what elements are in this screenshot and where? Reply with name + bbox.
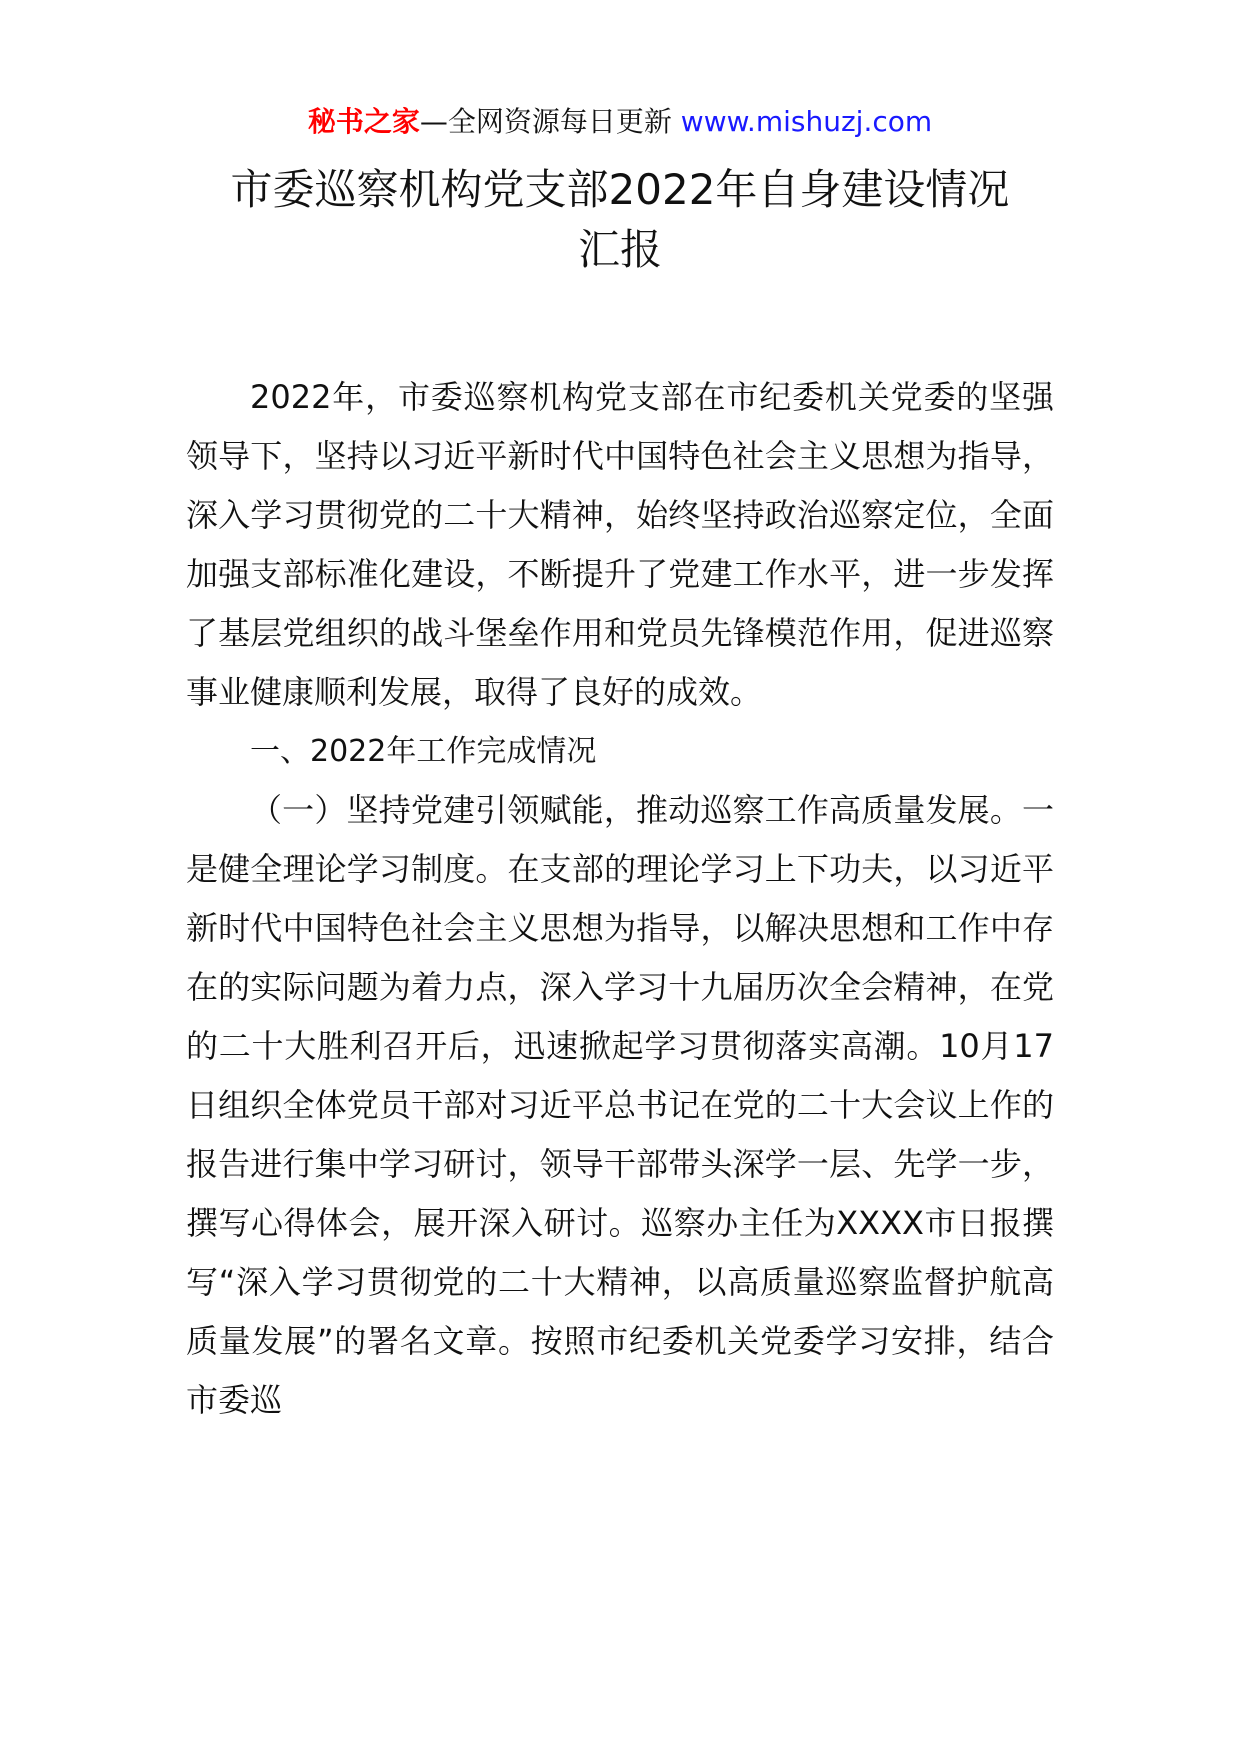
section-paragraph: （一）坚持党建引领赋能，推动巡察工作高质量发展。一是健全理论学习制度。在支部的理论学习上下功夫，以习近平新时代中国特色社会主义思想为指导，以解决思想和工作中存在的实际问题为着力点，深入学习十九届历次全会精神，在党的二十大胜利召开后，迅速掀起学习贯彻落实高潮。10月17日组织全体党员干部对习近平总书记在党的二十大会议上作的报告进行集中学习研讨，领导干部带头深学一层、先学一步，撰写心得体会，展开深入研讨。巡察办主任为XXXX市日报撰写“深入学习贯彻党的二十大精神，以高质量巡察监督护航高质量发展”的署名文章。按照市纪委机关党委学习安排，结合市委巡: [186, 791, 1054, 1419]
intro-paragraph: 2022年，市委巡察机构党支部在市纪委机关党委的坚强领导下，坚持以习近平新时代中国特色社会主义思想为指导，深入学习贯彻党的二十大精神，始终坚持政治巡察定位，全面加强支部标准化建设，不断提升了党建工作水平，进一步发挥了基层党组织的战斗堡垒作用和党员先锋模范作用，促进巡察事业健康顺利发展，取得了良好的成效。: [186, 378, 1054, 711]
section-heading: 一、2022年工作完成情况: [250, 734, 597, 769]
brand-name: 秘书之家: [307, 105, 420, 138]
document-body: [186, 368, 1054, 1430]
site-url-link[interactable]: www.mishuzj.com: [680, 105, 933, 138]
site-header: [0, 102, 1240, 142]
title-line-2: 汇报: [577, 225, 662, 274]
title-line-1: 市委巡察机构党支部2022年自身建设情况: [230, 165, 1010, 214]
document-title: [160, 160, 1080, 280]
header-tagline: —全网资源每日更新: [419, 105, 672, 138]
